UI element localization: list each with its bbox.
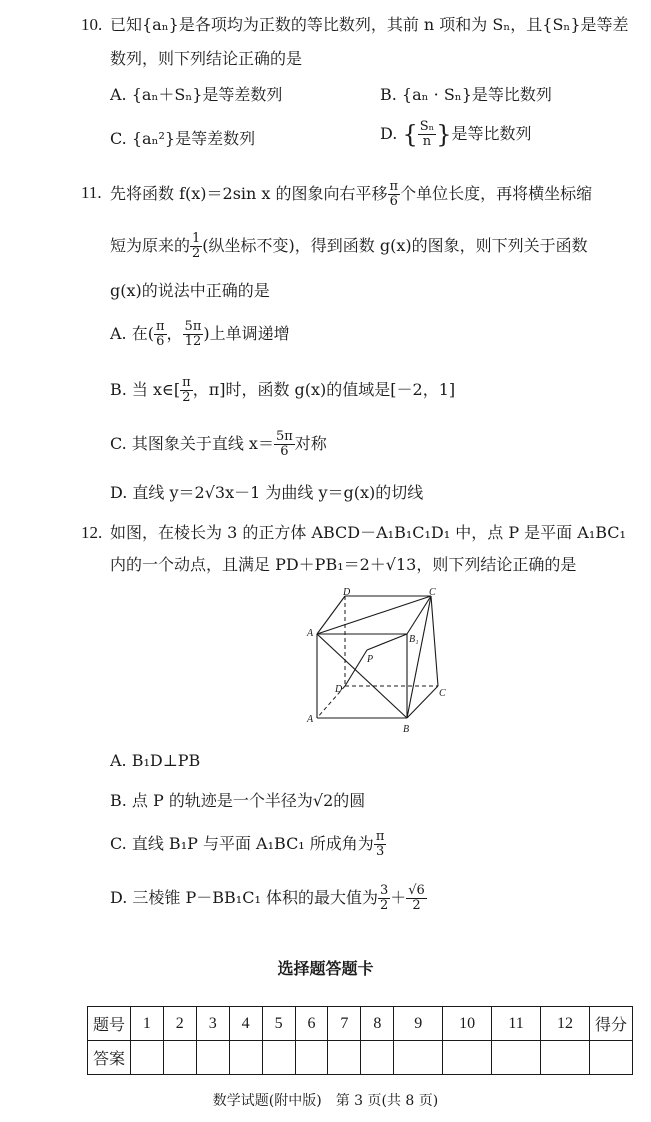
header-cell: 8: [361, 1007, 394, 1041]
question-text-line2: 内的一个动点，且满足 PD＋PB₁＝2＋√13，则下列结论正确的是: [110, 555, 577, 574]
header-cell: 6: [295, 1007, 328, 1041]
numerator: π: [375, 829, 385, 844]
fraction: [418, 120, 437, 149]
fraction: [388, 180, 401, 209]
numerator: 5π: [275, 429, 293, 444]
numerator: √6: [408, 883, 425, 898]
fraction: [374, 830, 387, 859]
table-row-question-numbers: [88, 1007, 633, 1041]
option-b[interactable]: B. 点 P 的轨迹是一个半径为√2的圆: [110, 791, 366, 810]
text: ，π]时，函数 g(x)的值域是[－2，1]: [192, 380, 456, 399]
answer-cell-5[interactable]: [262, 1041, 295, 1075]
numerator: 1: [192, 231, 201, 246]
header-cell: 10: [443, 1007, 492, 1041]
option-d[interactable]: [110, 884, 427, 913]
header-cell: 4: [229, 1007, 262, 1041]
answer-cell-8[interactable]: [361, 1041, 394, 1075]
option-c[interactable]: [110, 830, 386, 859]
question-text-line2: 数列，则下列结论正确的是: [110, 49, 303, 68]
option-a[interactable]: A. B₁D⊥PB: [110, 751, 201, 770]
header-cell: 得分: [589, 1007, 632, 1041]
question-number: 11.: [81, 183, 102, 202]
denominator: 6: [156, 334, 165, 349]
denominator: 6: [389, 194, 398, 209]
header-cell: 题号: [88, 1007, 131, 1041]
header-cell: 9: [394, 1007, 443, 1041]
label-b1: B₁: [409, 634, 419, 645]
answer-cell-10[interactable]: [443, 1041, 492, 1075]
label-a1: A: [307, 628, 314, 639]
header-cell: 5: [262, 1007, 295, 1041]
question-number: 10.: [81, 15, 103, 34]
option-d[interactable]: D. 直线 y＝2√3x－1 为曲线 y＝g(x)的切线: [110, 483, 424, 502]
segment-pb1: [367, 634, 407, 650]
option-d-suffix: 是等比数列: [451, 124, 532, 143]
header-cell: 11: [492, 1007, 541, 1041]
denominator: 2: [182, 390, 191, 405]
answer-cell-3[interactable]: [196, 1041, 229, 1075]
question-text-line3: g(x)的说法中正确的是: [110, 281, 270, 300]
label-d1: D: [343, 588, 351, 598]
text: 先将函数 f(x)＝2sin x 的图象向右平移: [110, 184, 388, 203]
denominator: 12: [184, 334, 202, 349]
text: B. 当 x∈[: [110, 380, 181, 399]
header-cell: 2: [163, 1007, 196, 1041]
denominator: 2: [379, 898, 389, 913]
label-b: B: [403, 724, 410, 735]
question-10: [82, 12, 642, 152]
header-cell: 1: [130, 1007, 163, 1041]
option-d[interactable]: D. { $\frac{\text{Sₙ}}{n}$ }是等比数列: [380, 119, 532, 149]
edge-d1a1: [317, 596, 345, 634]
question-11: [82, 180, 642, 510]
option-a[interactable]: [110, 320, 290, 349]
numerator: π: [155, 319, 165, 334]
text: (纵坐标不变)，得到函数 g(x)的图象，则下列关于函数: [202, 236, 588, 255]
numerator: π: [182, 375, 191, 390]
numerator: Sₙ: [419, 119, 435, 134]
edge-bc: [407, 686, 438, 718]
answer-table: [87, 1006, 633, 1075]
option-a[interactable]: A. {aₙ＋Sₙ}是等差数列: [110, 85, 283, 104]
answer-cell-9[interactable]: [394, 1041, 443, 1075]
question-text-line1: 如图，在棱长为 3 的正方体 ABCD－A₁B₁C₁D₁ 中，点 P 是平面 A₁BC₁: [110, 523, 626, 542]
fraction: [274, 430, 295, 459]
text: ＋: [390, 888, 407, 907]
edge-c1c: [431, 596, 438, 686]
denominator: 3: [375, 844, 385, 859]
answer-cell-6[interactable]: [295, 1041, 328, 1075]
answer-cell-4[interactable]: [229, 1041, 262, 1075]
cube-figure: [305, 588, 455, 738]
fraction: [154, 320, 167, 349]
option-c[interactable]: [110, 430, 327, 459]
text: C. 直线 B₁P 与平面 A₁BC₁ 所成角为: [110, 834, 374, 853]
header-cell: 3: [196, 1007, 229, 1041]
edge-a1b: [317, 634, 407, 718]
question-12: [82, 520, 642, 580]
table-row-answers: [88, 1041, 633, 1075]
text: C. 其图象关于直线 x＝: [110, 434, 274, 453]
fraction: [180, 376, 193, 405]
question-text-line2: [110, 232, 588, 261]
label-c1: C: [429, 588, 436, 598]
question-text-line1: [110, 180, 592, 209]
label-p: P: [367, 654, 374, 665]
denominator: 2: [412, 898, 421, 913]
denominator: n: [422, 134, 432, 149]
answer-cell-11[interactable]: [492, 1041, 541, 1075]
text: ，: [166, 324, 183, 343]
option-b[interactable]: B. {aₙ · Sₙ}是等比数列: [380, 85, 552, 104]
fraction: [183, 320, 204, 349]
option-c[interactable]: C. {aₙ²}是等差数列: [110, 129, 256, 148]
header-cell: 7: [328, 1007, 361, 1041]
numerator: 3: [379, 883, 389, 898]
text: )上单调递增: [203, 324, 290, 343]
denominator: 6: [280, 444, 289, 459]
numerator: π: [389, 179, 399, 194]
numerator: 5π: [184, 319, 202, 334]
score-cell[interactable]: [589, 1041, 632, 1075]
answer-card-title: 选择题答题卡: [277, 959, 374, 978]
fraction: [406, 884, 427, 913]
text: 对称: [294, 434, 327, 453]
fraction: [378, 884, 390, 913]
question-number: 12.: [81, 523, 103, 542]
text: 个单位长度，再将横坐标缩: [400, 184, 593, 203]
denominator: 2: [192, 246, 201, 261]
answer-cell-7[interactable]: [328, 1041, 361, 1075]
label-c: C: [439, 688, 446, 699]
segment-dp: [345, 650, 367, 686]
text: 短为原来的: [110, 236, 191, 255]
option-b[interactable]: [110, 376, 455, 405]
header-cell: 12: [541, 1007, 590, 1041]
text: A. 在(: [110, 324, 154, 343]
label-d: D: [335, 684, 343, 695]
edge-a1c1: [317, 596, 431, 634]
answer-cell-1[interactable]: [130, 1041, 163, 1075]
text: D. 三棱锥 P－BB₁C₁ 体积的最大值为: [110, 888, 378, 907]
option-d-prefix: D.: [380, 124, 398, 143]
page-footer: 数学试题(附中版) 第 3 页(共 8 页): [212, 1093, 439, 1109]
label-a: A: [307, 714, 314, 725]
answer-cell-12[interactable]: [541, 1041, 590, 1075]
question-12-options: [82, 748, 642, 928]
question-text-line1: 已知{aₙ}是各项均为正数的等比数列，其前 n 项和为 Sₙ，且{Sₙ}是等差: [110, 15, 629, 34]
answer-cell-2[interactable]: [163, 1041, 196, 1075]
fraction: [190, 232, 202, 261]
answer-row-label: 答案: [88, 1041, 131, 1075]
